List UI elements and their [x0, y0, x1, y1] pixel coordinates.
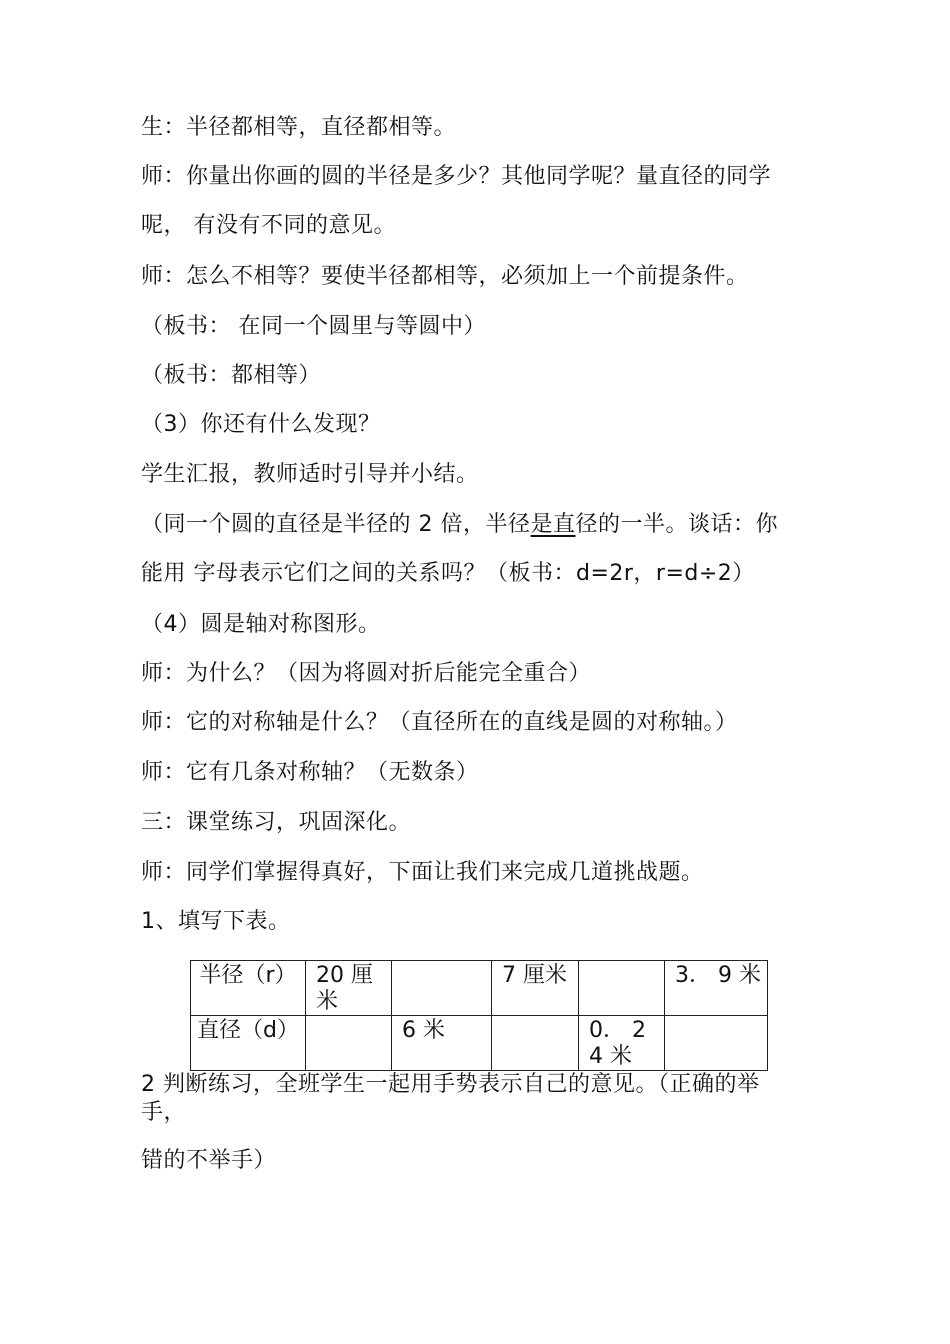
text-line-7: （3）你还有什么发现？ [141, 412, 381, 437]
table-cell[interactable] [392, 961, 492, 1016]
table-cell[interactable] [665, 1016, 768, 1071]
text-segment: （同一个圆的直径是半径的 2 倍，半径 [141, 512, 531, 537]
text-line-19: 手， [141, 1100, 187, 1125]
text-line-2: 师：你量出你画的圆的半径是多少？其他同学呢？量直径的同学 [141, 164, 772, 189]
radius-diameter-table [190, 960, 768, 1071]
table-cell[interactable] [306, 1016, 392, 1071]
underlined-text: 是直 [530, 512, 576, 537]
table-cell[interactable]: 6 米 [392, 1016, 492, 1071]
text-line-17: 1、填写下表。 [141, 909, 291, 934]
table-cell[interactable]: 3． 9 米 [665, 961, 768, 1016]
table-cell[interactable]: 0． 24 米 [579, 1016, 665, 1071]
text-line-16: 师：同学们掌握得真好，下面让我们来完成几道挑战题。 [141, 860, 704, 885]
text-line-1: 生：半径都相等，直径都相等。 [141, 115, 457, 140]
text-line-9 [141, 511, 778, 539]
text-line-14: 师：它有几条对称轴？（无数条） [141, 760, 479, 785]
table-cell[interactable] [579, 961, 665, 1016]
text-line-18: 2 判断练习，全班学生一起用手势表示自己的意见。（正确的举 [141, 1072, 760, 1097]
text-line-20: 错的不举手） [141, 1148, 277, 1173]
table-cell[interactable]: 20 厘米 [306, 961, 392, 1016]
text-line-3: 呢， 有没有不同的意见。 [141, 213, 396, 238]
text-line-12: 师：为什么？（因为将圆对折后能完全重合） [141, 661, 592, 686]
table-cell[interactable] [492, 1016, 579, 1071]
table-row [191, 1016, 768, 1071]
text-line-8: 学生汇报，教师适时引导并小结。 [141, 462, 479, 487]
text-line-5: （板书： 在同一个圆里与等圆中） [141, 314, 486, 339]
text-line-15: 三：课堂练习，巩固深化。 [141, 810, 412, 835]
text-line-4: 师：怎么不相等？要使半径都相等，必须加上一个前提条件。 [141, 264, 749, 289]
row-header-radius: 半径（r） [191, 961, 306, 1016]
row-header-diameter: 直径（d） [191, 1016, 306, 1071]
text-line-6: （板书：都相等） [141, 363, 322, 388]
text-line-10: 能用 字母表示它们之间的关系吗？（板书：d=2r，r=d÷2） [141, 561, 755, 586]
text-line-13: 师：它的对称轴是什么？（直径所在的直线是圆的对称轴。） [141, 710, 738, 735]
table-row [191, 961, 768, 1016]
table-cell[interactable]: 7 厘米 [492, 961, 579, 1016]
text-line-11: （4）圆是轴对称图形。 [141, 612, 381, 637]
text-segment: 径的一半。谈话：你 [575, 512, 779, 537]
